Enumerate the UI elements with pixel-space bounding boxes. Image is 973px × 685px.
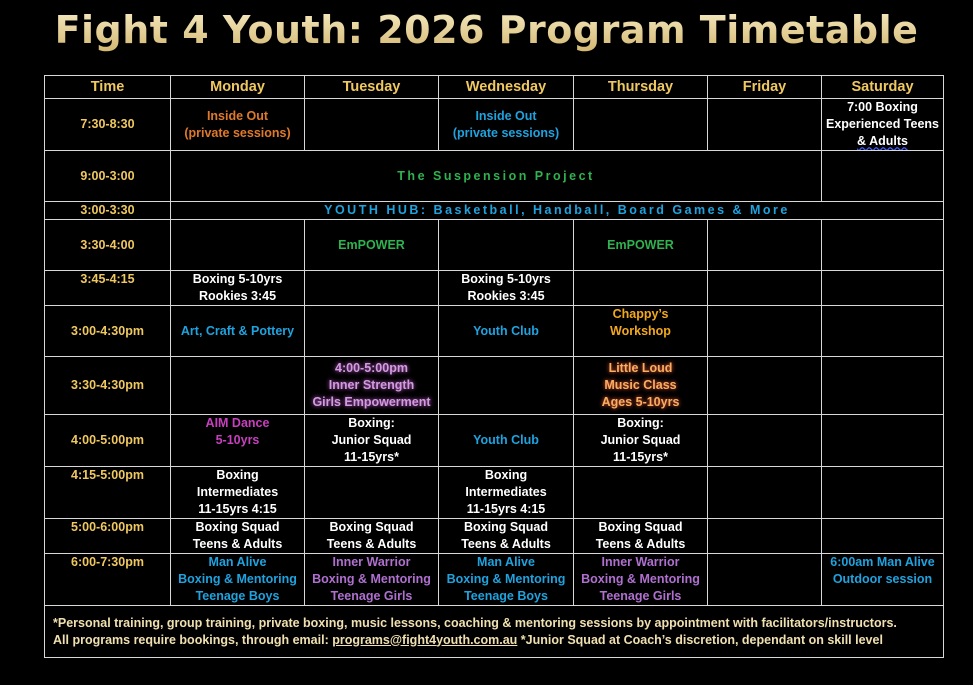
cell-thursday: EmPOWER: [574, 220, 708, 271]
cell-thursday: [574, 306, 708, 357]
cell-wednesday: [439, 220, 574, 271]
span-cell-suspension-project: The Suspension Project: [171, 151, 822, 202]
cell-line: 11-15yrs 4:15: [466, 502, 546, 516]
time-cell: 4:00-5:00pm: [45, 415, 171, 467]
cell-monday: [171, 220, 305, 271]
cell-line: Teens & Adults: [192, 537, 283, 551]
cell-line: Junior Squad: [600, 433, 681, 447]
cell-line: Teenage Girls: [330, 589, 413, 603]
footer-prefix: All programs require bookings, through email:: [53, 632, 333, 647]
time-cell: 9:00-3:00: [45, 151, 171, 202]
cell-line: Experienced Teens: [825, 117, 939, 131]
header-monday: Monday: [171, 76, 305, 99]
cell-wednesday: [439, 554, 574, 606]
time-cell: 3:00-4:30pm: [45, 306, 171, 357]
cell-line: Intermediates: [196, 485, 279, 499]
cell-line: Teens & Adults: [461, 537, 551, 551]
cell-saturday: [822, 151, 944, 202]
cell-wednesday: Youth Club: [439, 306, 574, 357]
cell-line: Inner Warrior: [332, 555, 411, 569]
cell-line: AIM Dance: [205, 416, 270, 430]
cell-monday: Art, Craft & Pottery: [171, 306, 305, 357]
cell-wednesday: [439, 99, 574, 151]
cell-friday: [708, 99, 822, 151]
cell-line: Chappy’s: [612, 307, 669, 321]
cell-monday: [171, 519, 305, 554]
cell-saturday: [822, 306, 944, 357]
cell-tuesday: [305, 519, 439, 554]
cell-monday: [171, 271, 305, 306]
table-row: [45, 306, 944, 357]
table-row: [45, 220, 944, 271]
cell-line: Boxing:: [617, 416, 664, 430]
cell-line: Teens & Adults: [326, 537, 417, 551]
time-cell: 7:30-8:30: [45, 99, 171, 151]
email-link[interactable]: programs@fight4youth.com.au: [332, 632, 518, 647]
cell-line: Teenage Boys: [195, 589, 280, 603]
cell-line: Boxing Squad: [195, 520, 280, 534]
cell-line: Boxing Squad: [598, 520, 683, 534]
header-time: Time: [45, 76, 171, 99]
cell-line: Boxing & Mentoring: [312, 572, 431, 586]
cell-line: 5-10yrs: [215, 433, 260, 447]
footer-notes: [45, 606, 944, 658]
cell-monday: [171, 99, 305, 151]
footer-row: [45, 606, 944, 658]
time-cell: 3:30-4:30pm: [45, 357, 171, 415]
cell-line: 11-15yrs*: [344, 450, 399, 464]
cell-thursday: [574, 99, 708, 151]
cell-line: Boxing: [216, 468, 259, 482]
cell-tuesday: [305, 306, 439, 357]
span-cell-youth-hub: YOUTH HUB: Basketball, Handball, Board Games & More: [171, 202, 944, 220]
cell-wednesday: [439, 467, 574, 519]
page-title: Fight 4 Youth: 2026 Program Timetable: [0, 8, 973, 64]
cell-line: 4:00-5:00pm: [335, 361, 408, 375]
header-saturday: Saturday: [822, 76, 944, 99]
cell-monday: [171, 357, 305, 415]
cell-thursday: [574, 271, 708, 306]
footer-suffix: *Junior Squad at Coach’s discretion, dependant on skill level: [517, 632, 883, 647]
cell-line: 11-15yrs 4:15: [198, 502, 277, 516]
cell-tuesday: [305, 554, 439, 606]
time-cell: 3:45-4:15: [45, 271, 171, 306]
cell-friday: [708, 519, 822, 554]
cell-line: Music Class: [604, 378, 677, 392]
cell-monday: [171, 554, 305, 606]
table-row: [45, 357, 944, 415]
header-friday: Friday: [708, 76, 822, 99]
cell-saturday: [822, 415, 944, 467]
table-row: [45, 271, 944, 306]
table-row: [45, 519, 944, 554]
cell-line: Little Loud: [608, 361, 673, 375]
cell-saturday: [822, 467, 944, 519]
cell-tuesday: [305, 467, 439, 519]
cell-tuesday: [305, 99, 439, 151]
cell-line: (private sessions): [184, 125, 291, 140]
time-cell: 3:30-4:00: [45, 220, 171, 271]
time-cell: 6:00-7:30pm: [45, 554, 171, 606]
cell-line: 6:00am Man Alive: [830, 555, 935, 569]
cell-monday: [171, 415, 305, 467]
cell-wednesday: Youth Club: [439, 415, 574, 467]
cell-line: Inner Strength: [328, 378, 415, 392]
cell-line: Boxing Squad: [329, 520, 414, 534]
cell-saturday: [822, 519, 944, 554]
cell-line: Boxing 5-10yrs: [192, 272, 283, 286]
cell-thursday: [574, 519, 708, 554]
cell-friday: [708, 220, 822, 271]
table-row: [45, 99, 944, 151]
cell-friday: [708, 271, 822, 306]
table-row: [45, 151, 944, 202]
time-cell: 5:00-6:00pm: [45, 519, 171, 554]
table-row: [45, 415, 944, 467]
cell-line: 11-15yrs*: [613, 450, 668, 464]
cell-line: Junior Squad: [331, 433, 412, 447]
cell-line: Boxing: [484, 468, 528, 482]
cell-line: Boxing & Mentoring: [446, 572, 566, 586]
cell-line: Boxing & Mentoring: [178, 572, 297, 586]
cell-monday: [171, 467, 305, 519]
header-wednesday: Wednesday: [439, 76, 574, 99]
cell-saturday: [822, 554, 944, 606]
cell-line: Man Alive: [477, 555, 535, 569]
cell-line: Boxing 5-10yrs: [461, 272, 551, 286]
cell-line: Intermediates: [465, 485, 547, 499]
header-thursday: Thursday: [574, 76, 708, 99]
cell-wednesday: [439, 271, 574, 306]
cell-line: Teens & Adults: [595, 537, 686, 551]
cell-friday: [708, 415, 822, 467]
cell-line: Boxing Squad: [463, 520, 549, 534]
cell-friday: [708, 467, 822, 519]
cell-friday: [708, 306, 822, 357]
cell-tuesday: [305, 271, 439, 306]
cell-thursday: [574, 554, 708, 606]
table-row: [45, 554, 944, 606]
timetable: [44, 75, 944, 658]
table-row: [45, 467, 944, 519]
cell-saturday: [822, 220, 944, 271]
cell-tuesday: [305, 357, 439, 415]
cell-thursday: [574, 415, 708, 467]
cell-line: Boxing & Mentoring: [581, 572, 700, 586]
cell-line: Rookies 3:45: [467, 289, 545, 303]
cell-saturday: [822, 99, 944, 151]
cell-friday: [708, 554, 822, 606]
cell-line: (private sessions): [452, 125, 560, 140]
cell-tuesday: [305, 415, 439, 467]
cell-line: 7:00 Boxing: [847, 100, 918, 114]
cell-line: Outdoor session: [832, 572, 933, 586]
time-cell: 4:15-5:00pm: [45, 467, 171, 519]
table-row: [45, 202, 944, 220]
time-cell: 3:00-3:30: [45, 202, 171, 220]
cell-wednesday: [439, 357, 574, 415]
cell-line: Teenage Boys: [464, 589, 548, 603]
cell-saturday: [822, 357, 944, 415]
cell-line: Inner Warrior: [601, 555, 680, 569]
cell-thursday: [574, 357, 708, 415]
cell-thursday: [574, 467, 708, 519]
cell-line: Man Alive: [208, 555, 267, 569]
cell-line: Boxing:: [348, 416, 395, 430]
cell-line: Teenage Girls: [599, 589, 682, 603]
cell-friday: [708, 357, 822, 415]
cell-tuesday: EmPOWER: [305, 220, 439, 271]
footer-line-2: [53, 632, 935, 649]
cell-line: Workshop: [610, 324, 671, 338]
footer-line-1: *Personal training, group training, private boxing, music lessons, coaching & mentoring sessions by appointment with facilitators/instructors.: [53, 615, 897, 630]
cell-line: Rookies 3:45: [198, 289, 277, 303]
cell-line: Inside Out: [206, 108, 269, 123]
cell-line: Ages 5-10yrs: [601, 395, 680, 409]
cell-line: & Adults: [857, 134, 908, 148]
cell-wednesday: [439, 519, 574, 554]
header-row: [45, 76, 944, 99]
header-tuesday: Tuesday: [305, 76, 439, 99]
cell-saturday: [822, 271, 944, 306]
cell-line: Inside Out: [475, 108, 537, 123]
cell-line: Girls Empowerment: [312, 395, 431, 409]
